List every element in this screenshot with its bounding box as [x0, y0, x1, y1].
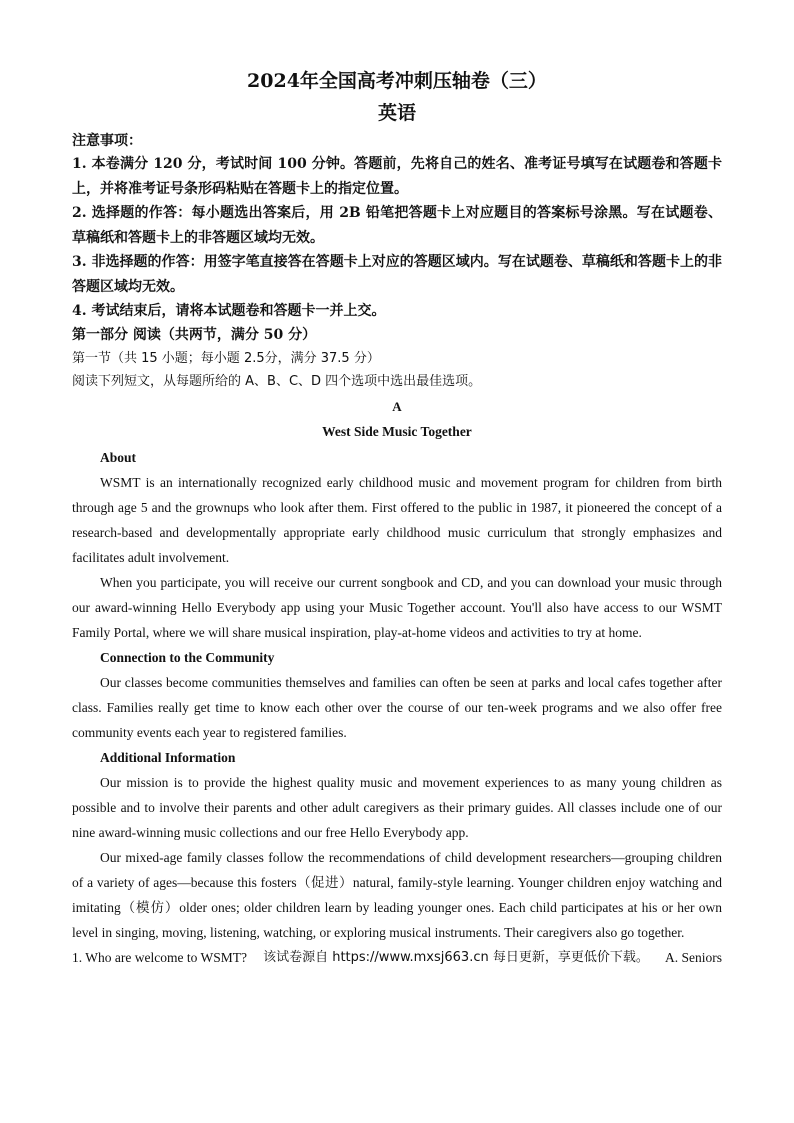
passage-title: West Side Music Together [322, 423, 472, 439]
instruction: 阅读下列短文，从每题所给的 A、B、C、D 四个选项中选出最佳选项。 [72, 373, 482, 389]
question-text: 1. Who are welcome to WSMT? [72, 949, 247, 965]
notice-block [72, 130, 722, 324]
paragraph: Our classes become communities themselves and families can often be seen at parks and local cafes together after class. Families really get time to know each other over the course of our ten-week programs and we also offer free community events each year to registered families. [72, 674, 722, 740]
notice-item: 4. 考试结束后，请将本试题卷和答题卡一并上交。 [72, 303, 386, 319]
question-1 [72, 945, 722, 970]
subject-title: 英语 [377, 102, 416, 124]
section-heading: Additional Information [100, 749, 236, 765]
notice-heading: 注意事项： [72, 133, 142, 149]
notice-item: 3. 非选择题的作答：用签字笔直接答在答题卡上对应的答题区域内。写在试题卷、草稿纸和答题卡上的非答题区域均无效。 [72, 254, 722, 295]
section-heading: Connection to the Community [100, 649, 275, 665]
section-info: 第一节（共 15 小题；每小题 2.5分，满分 37.5 分） [72, 350, 380, 366]
passage-section-additional [72, 745, 722, 945]
option-a: A. Seniors [664, 949, 722, 965]
passage-letter: A [392, 398, 402, 414]
part-heading: 第一部分 阅读（共两节，满分 50 分） [72, 326, 317, 343]
notice-item: 2. 选择题的作答：每小题选出答案后，用 2B 铅笔把答题卡上对应题目的答案标号涂黑。写在试题卷、草稿纸和答题卡上的非答题区域均无效。 [72, 205, 722, 246]
paragraph: WSMT is an internationally recognized early childhood music and movement program for children from birth through age 5 and the grownups who look after them. First offered to the public in 1987, it pioneered the concept of a research-based and developmentally appropriate early childhood music curriculum that strongly emphasizes and facilitates adult involvement. [72, 474, 722, 565]
paragraph: Our mission is to provide the highest quality music and movement experiences to as many young children as possible and to involve their parents and other adult caregivers as their primary guides. All classes include one of our nine award-winning music collections and our free Hello Everybody app. [72, 774, 722, 840]
notice-item: 1. 本卷满分 120 分，考试时间 100 分钟。答题前，先将自己的姓名、准考证号填写在试题卷和答题卡上，并将准考证号条形码粘贴在答题卡上的指定位置。 [72, 156, 722, 197]
watermark-text: 该试卷源自 https://www.mxsj663.cn 每日更新，享更低价下载。 [263, 949, 649, 965]
section-heading: About [100, 449, 137, 465]
passage-section-community [72, 645, 722, 745]
paragraph: Our mixed-age family classes follow the recommendations of child development researchers—grouping children of a variety of ages—because this fosters（促进）natural, family-style learning. Younger children enjoy watching and imitating（模仿）older ones; older children learn by leading younger ones. Each child participates at his or her own level in singing, moving, listening, watching, or exploring musical instruments. Their caregivers also go together. [72, 849, 722, 940]
passage-section-about [72, 445, 722, 645]
paragraph: When you participate, you will receive our current songbook and CD, and you can download your music through our award-winning Hello Everybody app using your Music Together account. You'll also have access to our WSMT Family Portal, where we will share musical inspiration, play-at-home videos and activities to try at home. [72, 574, 722, 640]
page-title: 2024年全国高考冲刺压轴卷（三） [247, 70, 547, 92]
exam-page [72, 68, 722, 970]
